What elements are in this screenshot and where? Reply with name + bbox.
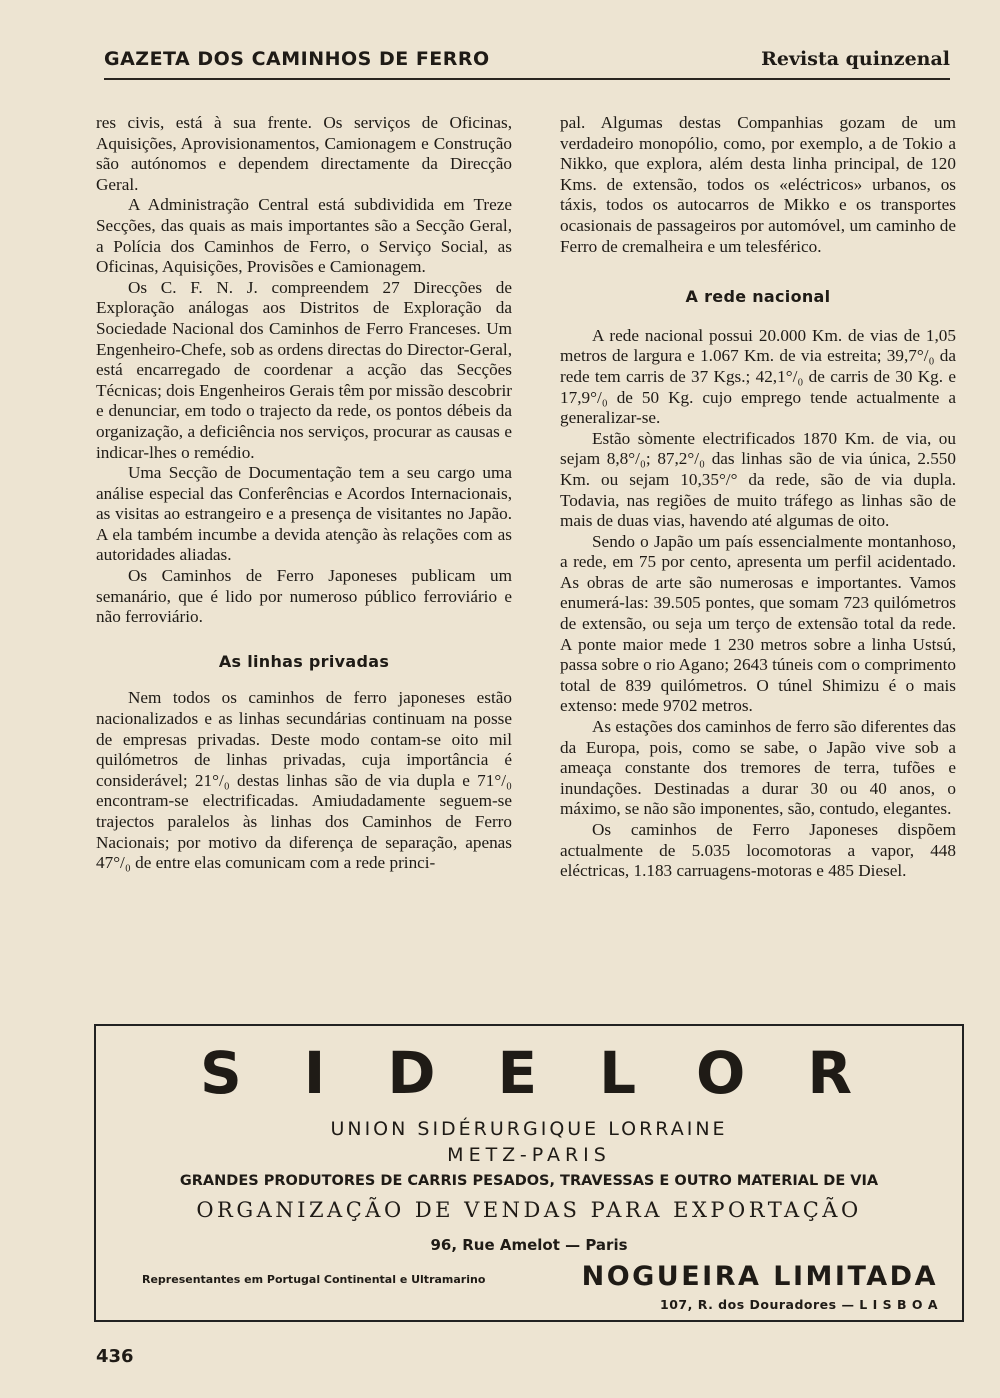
ad-address: 96, Rue Amelot — Paris [430, 1236, 628, 1254]
right-column [560, 113, 956, 882]
sidelor-advertisement [94, 1024, 964, 1322]
paragraph: Os C. F. N. J. compreendem 27 Direcções de Exploração análogas aos Distritos de Exploração da Sociedade Nacional dos Caminhos de Ferro Franceses. Um Engenheiro-Chefe, sob as ordens directas do Director-Geral, está encarregado de coordenar a acção das Secções Técnicas; dois Engenheiros Gerais têm por missão descobrir e denunciar, em todo o trajecto da rede, os pontos débeis da organização, a deficiência nos serviços, procurar as causas e indicar-lhes o remédio. [96, 277, 512, 462]
paragraph: Uma Secção de Documentação tem a seu cargo uma análise especial das Conferências e Acordos Internacionais, as visitas ao estrangeiro e a presença de visitantes no Japão. A ela também incumbe a devida atenção às relações com as autoridades aliadas. [96, 463, 512, 565]
paragraph: Os Caminhos de Ferro Japoneses publicam um semanário, que é lido por numeroso público ferroviário e não ferroviário. [96, 566, 512, 627]
paragraph: Estão sòmente electrificados 1870 Km. de via, ou sejam 8,8°/₀; 87,2°/₀ das linhas são de via única, 2.550 Km. ou sejam 10,35°/° da rede, são de via dupla. Todavia, nas regiões de muito tráfego as linhas são de mais de duas vias, havendo até algumas de oito. [560, 428, 956, 531]
section-heading-private-lines: As linhas privadas [218, 651, 390, 671]
ad-agent: NOGUEIRA LIMITADA [581, 1261, 938, 1292]
page-number: 436 [96, 1346, 134, 1367]
ad-producers: GRANDES PRODUTORES DE CARRIS PESADOS, TRAVESSAS E OUTRO MATERIAL DE VIA [179, 1173, 879, 1189]
section-heading-national-network: A rede nacional [685, 287, 831, 307]
paragraph: Os caminhos de Ferro Japoneses dispõem actualmente de 5.035 locomotoras a vapor, 448 eléctricas, 1.183 carruagens-motoras e 485 Diesel. [560, 820, 956, 881]
paragraph: A Administração Central está subdividida em Treze Secções, das quais as mais importantes são a Secção Geral, a Polícia dos Caminhos de Ferro, o Serviço Social, as Oficinas, Aquisições, Provisões e Camionagem. [96, 195, 512, 277]
ad-representatives: Representantes em Portugal Continental e Ultramarino [142, 1273, 486, 1286]
ad-agent-address: 107, R. dos Douradores — L I S B O A [660, 1297, 938, 1312]
paragraph: Sendo o Japão um país essencialmente montanhoso, a rede, em 75 por cento, apresenta um perfil acidentado. As obras de arte são numerosas e importantes. Vamos enumerá-las: 39.505 pontes, que somam 723 quilómetros de extensão, ou seja um terço de extensão total da rede. A ponte maior mede 1 230 metros sobre a linha Ustsú, passa sobre o rio Agano; 2643 túneis com o comprimento total de 839 quilómetros. O túnel Shimizu é o mais extenso: mede 9702 metros. [560, 531, 956, 716]
paragraph: Nem todos os caminhos de ferro japoneses estão nacionalizados e as linhas secundárias continuam na posse de empresas privadas. Deste modo contam-se oito mil quilómetros de linhas privadas, cuja importância é considerável; 21°/₀ destas linhas são de via dupla e 71°/₀ encontram-se electrificadas. Amiudadamente seguem-se trajectos paralelos às linhas dos Caminhos de Ferro Nacionais; por motivo da diferença de separação, apenas 47°/₀ de entre elas comunicam com a rede princi- [96, 688, 512, 873]
paragraph: As estações dos caminhos de ferro são diferentes das da Europa, pois, como se sabe, o Japão vive sob a ameaça constante dos tremores de terra, tufões e inundações. Destinadas a durar 30 ou 40 anos, o máximo, se não são imponentes, são, contudo, elegantes. [560, 717, 956, 819]
page-header [104, 48, 950, 80]
paragraph: pal. Algumas destas Companhias gozam de um verdadeiro monopólio, como, por exemplo, a de Tokio a Nikko, que explora, além desta linha principal, de 120 Kms. de extensão, todos os «eléctricos» urbanos, os táxis, todos os autocarros de Mikko e os transportes ocasionais de passageiros por automóvel, um caminho de Ferro de cremalheira e um telesférico. [560, 113, 956, 256]
ad-organization: ORGANIZAÇÃO DE VENDAS PARA EXPORTAÇÃO [196, 1198, 862, 1222]
ad-city: METZ-PARIS [447, 1144, 611, 1166]
left-column [96, 113, 512, 874]
paragraph: res civis, está à sua frente. Os serviços de Oficinas, Aquisições, Aprovisionamentos, Camionagem e Construção são autónomos e dependem directamente da Direcção Geral. [96, 113, 512, 194]
journal-subtitle: Revista quinzenal [761, 48, 950, 70]
ad-union: UNION SIDÉRURGIQUE LORRAINE [330, 1118, 728, 1140]
journal-title: GAZETA DOS CAMINHOS DE FERRO [104, 48, 490, 70]
ad-brand: SIDELOR [200, 1039, 914, 1107]
paragraph: A rede nacional possui 20.000 Km. de vias de 1,05 metros de largura e 1.067 Km. de via estreita; 39,7°/₀ da rede tem carris de 37 Kgs.; 42,1°/₀ de carris de 30 Kg. e 17,9°/₀ de 50 Kg. cujo emprego tende actualmente a generalizar-se. [560, 325, 956, 428]
